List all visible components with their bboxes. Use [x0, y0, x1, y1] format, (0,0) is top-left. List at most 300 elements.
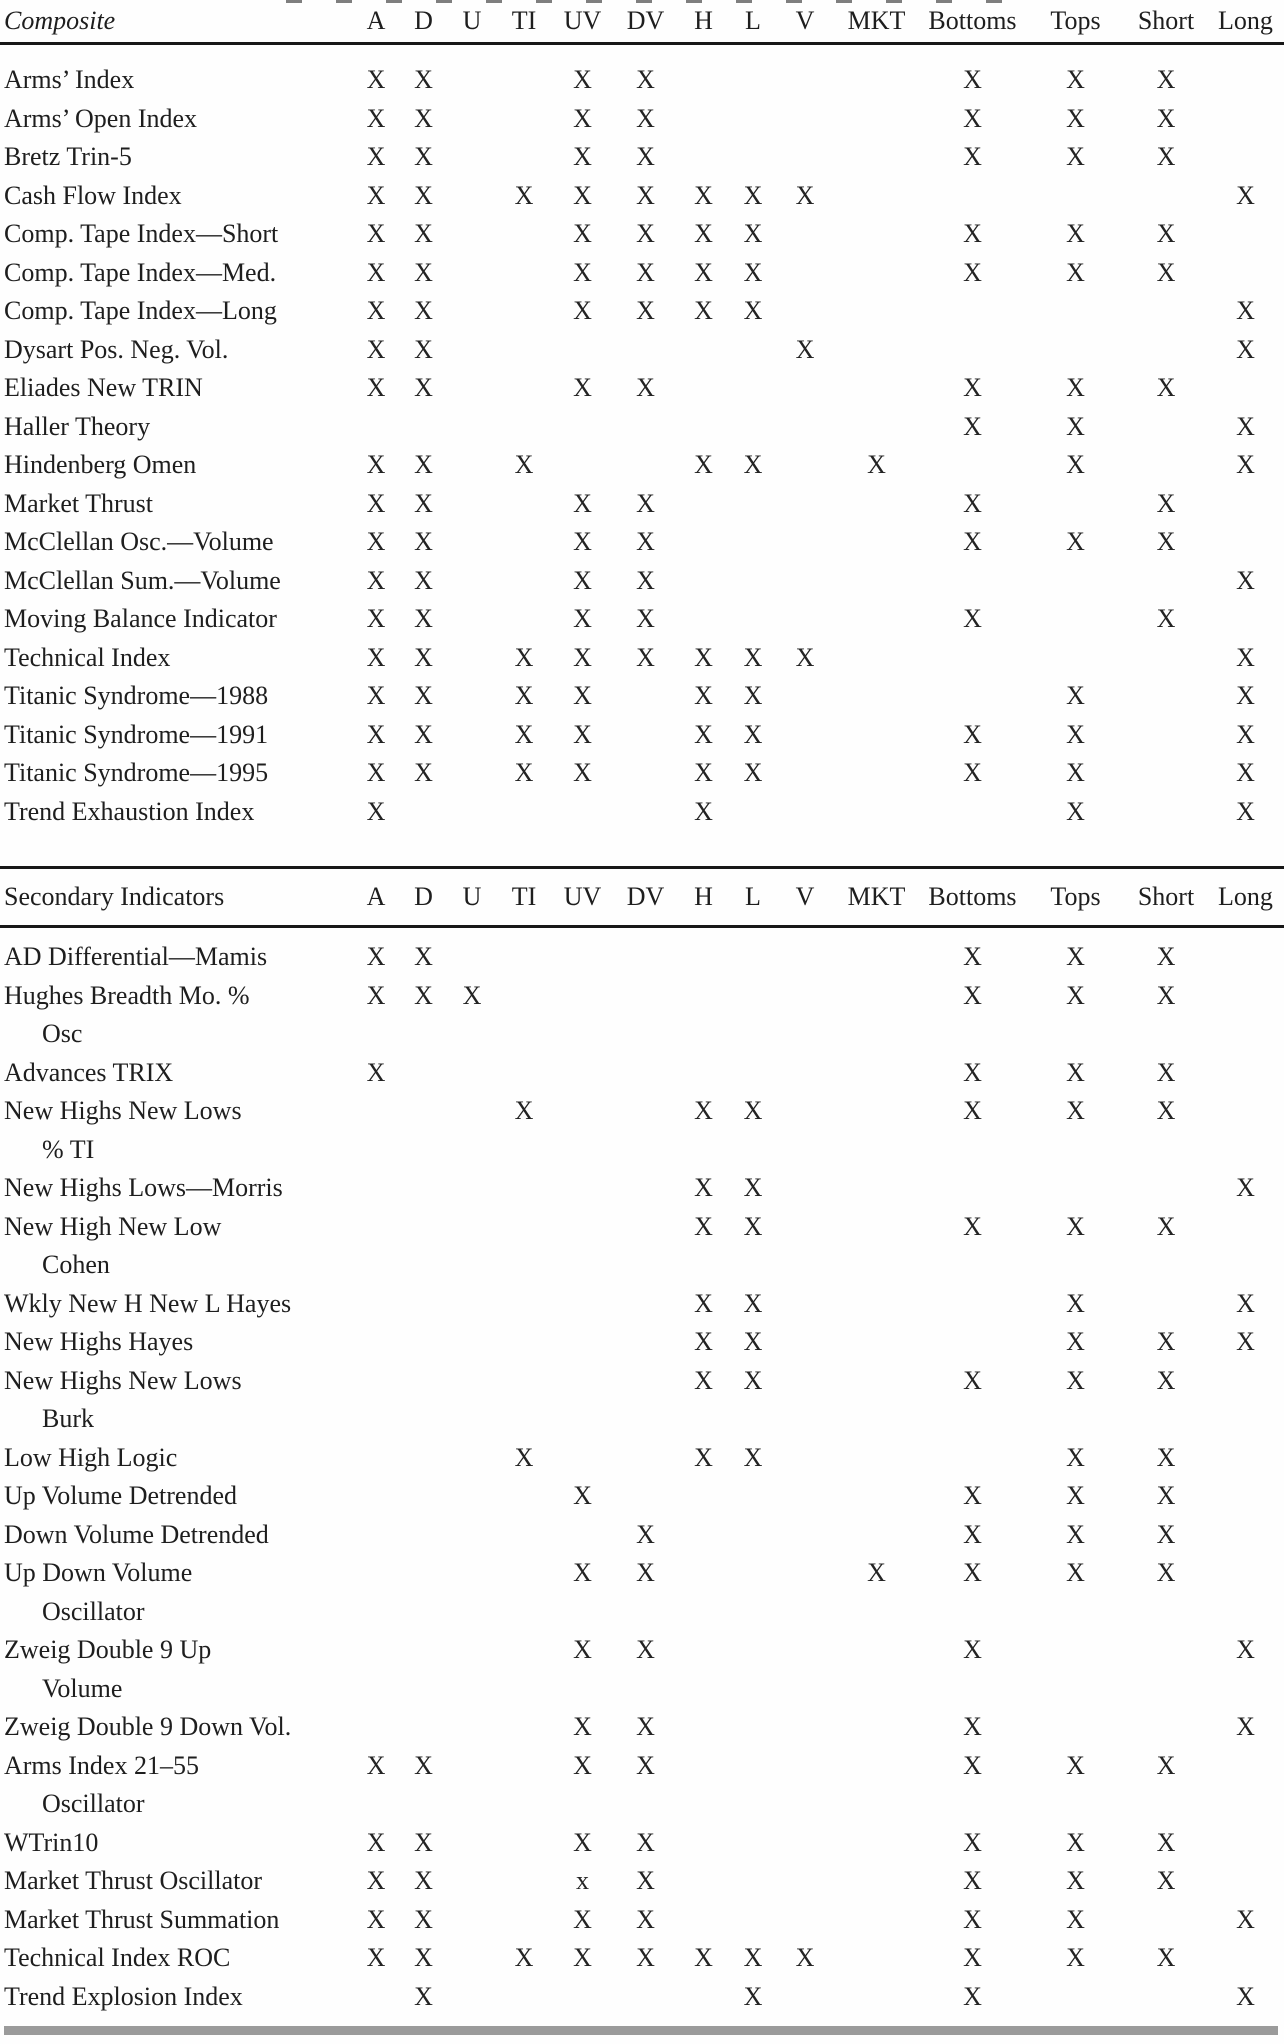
- mark-cell-short: X: [1156, 1558, 1176, 1587]
- mark-cell-mkt: [834, 408, 919, 447]
- mark-cell-dv: [614, 331, 677, 370]
- indicator-name-line1: Market Thrust Summation: [4, 1904, 280, 1934]
- table-row: [0, 1824, 1284, 1863]
- mark-cell-long: X: [1236, 681, 1255, 710]
- mark-cell-short: [1125, 177, 1207, 216]
- mark-cell-bottoms: X: [963, 1635, 982, 1664]
- mark-cell-mkt: [834, 1323, 919, 1362]
- mark-cell-v: [776, 927, 834, 977]
- mark-cell-short: X: [1156, 488, 1176, 518]
- mark-cell-short: X: [1156, 1057, 1176, 1087]
- mark-cell-d: X: [414, 296, 433, 325]
- mark-cell-mkt: [834, 1939, 919, 1978]
- mark-cell-short: [1125, 793, 1207, 832]
- column-header-h: H: [694, 882, 713, 911]
- mark-cell-long: [1207, 44, 1284, 100]
- mark-cell-u: X: [462, 980, 482, 1010]
- mark-cell-dv: X: [636, 373, 655, 402]
- mark-cell-h: [677, 977, 730, 1054]
- mark-cell-ti: [497, 408, 551, 447]
- secondary-indicators-table: [0, 866, 1284, 2016]
- mark-cell-v: [776, 100, 834, 139]
- mark-cell-h: X: [694, 642, 713, 672]
- indicator-name-line1: Wkly New H New L Hayes: [4, 1288, 292, 1318]
- mark-cell-d: X: [414, 103, 433, 133]
- mark-cell-ti: [497, 1208, 551, 1285]
- mark-cell-uv: X: [573, 1481, 592, 1510]
- mark-cell-long: X: [1236, 719, 1255, 749]
- mark-cell-uv: X: [573, 1750, 592, 1780]
- mark-cell-long: [1207, 254, 1284, 293]
- indicator-name: [0, 1554, 352, 1631]
- mark-cell-l: [730, 1631, 776, 1708]
- mark-cell-mkt: [834, 1477, 919, 1516]
- mark-cell-d: X: [414, 373, 433, 402]
- indicator-name-line1: New Highs New Lows: [4, 1365, 242, 1395]
- indicator-name-line1: Cash Flow Index: [4, 180, 182, 210]
- mark-cell-a: X: [366, 980, 386, 1010]
- mark-cell-ti: [497, 1747, 551, 1824]
- mark-cell-long: [1207, 1208, 1284, 1285]
- mark-cell-uv: [551, 1323, 614, 1362]
- mark-cell-short: X: [1156, 103, 1176, 133]
- mark-cell-bottoms: [919, 177, 1026, 216]
- mark-cell-bottoms: [919, 1323, 1026, 1362]
- mark-cell-bottoms: X: [963, 1750, 982, 1780]
- mark-cell-mkt: [834, 754, 919, 793]
- mark-cell-h: X: [694, 681, 713, 710]
- indicator-name-line1: Dysart Pos. Neg. Vol.: [4, 334, 229, 364]
- mark-cell-v: X: [795, 1943, 815, 1972]
- table-row: [0, 1939, 1284, 1978]
- mark-cell-tops: X: [1066, 942, 1085, 971]
- mark-cell-bottoms: X: [963, 103, 982, 133]
- mark-cell-a: X: [366, 1750, 386, 1780]
- mark-cell-short: [1125, 1631, 1207, 1708]
- mark-cell-tops: X: [1066, 257, 1085, 287]
- indicator-name-line2: Oscillator: [42, 1596, 145, 1626]
- mark-cell-h: X: [694, 1173, 713, 1202]
- mark-cell-uv: [551, 446, 614, 485]
- mark-cell-a: [352, 1978, 400, 2017]
- mark-cell-a: [352, 1516, 400, 1555]
- mark-cell-dv: [614, 1323, 677, 1362]
- mark-cell-d: [400, 1285, 447, 1324]
- mark-cell-long: [1207, 1824, 1284, 1863]
- mark-cell-long: [1207, 1362, 1284, 1439]
- mark-cell-u: [447, 1901, 497, 1940]
- mark-cell-uv: [551, 1285, 614, 1324]
- mark-cell-dv: X: [636, 180, 655, 210]
- mark-cell-uv: [551, 408, 614, 447]
- mark-cell-u: [447, 1631, 497, 1708]
- mark-cell-h: [677, 1978, 730, 2017]
- mark-cell-h: X: [694, 719, 713, 749]
- mark-cell-uv: X: [573, 1904, 592, 1934]
- mark-cell-a: [352, 1631, 400, 1708]
- column-header-dv: DV: [626, 6, 665, 35]
- mark-cell-v: [776, 1824, 834, 1863]
- indicator-name: [0, 292, 352, 331]
- table-row: [0, 1285, 1284, 1324]
- mark-cell-long: [1207, 138, 1284, 177]
- indicator-name-line1: Comp. Tape Index—Long: [4, 296, 277, 325]
- mark-cell-bottoms: X: [963, 1519, 982, 1549]
- mark-cell-bottoms: [919, 292, 1026, 331]
- indicator-name-line1: Trend Exhaustion Index: [4, 796, 255, 826]
- mark-cell-ti: [497, 793, 551, 832]
- mark-cell-tops: [1026, 331, 1125, 370]
- mark-cell-uv: [551, 1208, 614, 1285]
- mark-cell-ti: [497, 1824, 551, 1863]
- mark-cell-d: X: [414, 565, 433, 595]
- mark-cell-v: [776, 1439, 834, 1478]
- column-header-short: Short: [1137, 882, 1195, 911]
- mark-cell-mkt: [834, 793, 919, 832]
- mark-cell-u: [447, 793, 497, 832]
- mark-cell-h: [677, 1901, 730, 1940]
- mark-cell-ti: X: [514, 642, 534, 672]
- mark-cell-a: [352, 408, 400, 447]
- mark-cell-l: [730, 1862, 776, 1901]
- indicator-name-line2: Cohen: [42, 1250, 110, 1279]
- mark-cell-d: X: [414, 681, 433, 710]
- mark-cell-short: [1125, 1901, 1207, 1940]
- mark-cell-u: [447, 138, 497, 177]
- mark-cell-mkt: X: [867, 450, 886, 479]
- mark-cell-mkt: [834, 1747, 919, 1824]
- mark-cell-ti: X: [514, 180, 534, 210]
- indicator-name: [0, 1323, 352, 1362]
- mark-cell-long: [1207, 215, 1284, 254]
- column-header-d: D: [414, 882, 433, 911]
- mark-cell-mkt: [834, 677, 919, 716]
- mark-cell-mkt: [834, 1516, 919, 1555]
- mark-cell-short: [1125, 446, 1207, 485]
- mark-cell-l: [730, 44, 776, 100]
- mark-cell-d: X: [414, 758, 433, 787]
- mark-cell-tops: X: [1066, 1519, 1085, 1549]
- mark-cell-uv: X: [573, 373, 592, 402]
- mark-cell-v: X: [795, 334, 815, 364]
- mark-cell-a: X: [366, 1866, 386, 1895]
- mark-cell-l: [730, 927, 776, 977]
- mark-cell-v: [776, 1631, 834, 1708]
- indicator-name-line2: % TI: [42, 1134, 95, 1164]
- table-row: [0, 600, 1284, 639]
- mark-cell-u: [447, 44, 497, 100]
- mark-cell-short: [1125, 639, 1207, 678]
- mark-cell-long: [1207, 1862, 1284, 1901]
- mark-cell-ti: [497, 1862, 551, 1901]
- mark-cell-mkt: [834, 1054, 919, 1093]
- mark-cell-tops: X: [1066, 1750, 1085, 1780]
- mark-cell-l: [730, 1747, 776, 1824]
- mark-cell-dv: X: [636, 488, 655, 518]
- mark-cell-dv: X: [636, 296, 655, 325]
- table-row: [0, 215, 1284, 254]
- indicator-name: [0, 639, 352, 678]
- mark-cell-v: X: [795, 180, 815, 210]
- mark-cell-d: X: [414, 219, 433, 248]
- mark-cell-uv: X: [573, 527, 592, 556]
- mark-cell-d: [400, 1439, 447, 1478]
- mark-cell-short: [1125, 716, 1207, 755]
- mark-cell-v: [776, 1901, 834, 1940]
- mark-cell-h: [677, 369, 730, 408]
- mark-cell-dv: [614, 1978, 677, 2017]
- mark-cell-bottoms: [919, 331, 1026, 370]
- mark-cell-uv: [551, 793, 614, 832]
- table-row: [0, 1516, 1284, 1555]
- mark-cell-h: [677, 1554, 730, 1631]
- mark-cell-bottoms: [919, 639, 1026, 678]
- mark-cell-u: [447, 485, 497, 524]
- mark-cell-d: [400, 793, 447, 832]
- mark-cell-short: X: [1156, 1943, 1176, 1972]
- mark-cell-long: X: [1236, 296, 1255, 325]
- mark-cell-h: X: [694, 1288, 713, 1318]
- mark-cell-l: [730, 100, 776, 139]
- mark-cell-d: [400, 1054, 447, 1093]
- mark-cell-ti: [497, 485, 551, 524]
- mark-cell-l: [730, 1824, 776, 1863]
- mark-cell-mkt: [834, 1978, 919, 2017]
- mark-cell-ti: [497, 1323, 551, 1362]
- indicator-name-line1: WTrin10: [4, 1827, 99, 1857]
- mark-cell-mkt: X: [867, 1558, 886, 1587]
- mark-cell-a: X: [366, 681, 386, 710]
- indicator-name-line1: New Highs New Lows: [4, 1096, 242, 1125]
- mark-cell-long: X: [1236, 450, 1255, 479]
- mark-cell-u: [447, 1054, 497, 1093]
- indicator-name-line1: Zweig Double 9 Up: [4, 1635, 212, 1664]
- mark-cell-u: [447, 446, 497, 485]
- mark-cell-h: [677, 1862, 730, 1901]
- mark-cell-long: X: [1236, 1712, 1255, 1741]
- mark-cell-u: [447, 1169, 497, 1208]
- mark-cell-h: X: [694, 1365, 713, 1395]
- mark-cell-uv: X: [573, 1943, 592, 1972]
- mark-cell-tops: X: [1066, 1288, 1085, 1318]
- mark-cell-uv: X: [573, 180, 592, 210]
- mark-cell-h: [677, 562, 730, 601]
- mark-cell-dv: [614, 1477, 677, 1516]
- mark-cell-long: [1207, 1092, 1284, 1169]
- mark-cell-short: X: [1156, 219, 1176, 248]
- mark-cell-tops: X: [1066, 527, 1085, 556]
- mark-cell-d: X: [414, 1943, 433, 1972]
- mark-cell-u: [447, 254, 497, 293]
- column-header-l: L: [745, 6, 761, 35]
- mark-cell-uv: X: [573, 565, 592, 595]
- mark-cell-tops: X: [1066, 719, 1085, 749]
- mark-cell-u: [447, 1285, 497, 1324]
- mark-cell-short: [1125, 292, 1207, 331]
- indicator-name: [0, 793, 352, 832]
- mark-cell-short: X: [1156, 604, 1176, 633]
- mark-cell-l: X: [743, 1288, 763, 1318]
- indicator-name-line2: Volume: [42, 1673, 123, 1703]
- mark-cell-h: X: [694, 219, 713, 248]
- column-header-mkt: MKT: [847, 882, 906, 911]
- indicator-name-line1: Titanic Syndrome—1995: [4, 758, 269, 787]
- mark-cell-uv: [551, 1439, 614, 1478]
- mark-cell-dv: X: [636, 142, 655, 171]
- mark-cell-long: [1207, 1516, 1284, 1555]
- mark-cell-v: [776, 793, 834, 832]
- mark-cell-h: [677, 1747, 730, 1824]
- table-row: [0, 1554, 1284, 1631]
- mark-cell-ti: [497, 1169, 551, 1208]
- mark-cell-ti: [497, 254, 551, 293]
- mark-cell-h: X: [694, 758, 713, 787]
- mark-cell-tops: X: [1066, 142, 1085, 171]
- mark-cell-dv: [614, 977, 677, 1054]
- indicator-name: [0, 1747, 352, 1824]
- mark-cell-short: X: [1156, 1750, 1176, 1780]
- indicator-name: [0, 44, 352, 100]
- mark-cell-mkt: [834, 1208, 919, 1285]
- mark-cell-u: [447, 1208, 497, 1285]
- mark-cell-v: [776, 1054, 834, 1093]
- mark-cell-a: [352, 1092, 400, 1169]
- mark-cell-a: X: [366, 450, 386, 479]
- mark-cell-a: [352, 1169, 400, 1208]
- mark-cell-l: [730, 1554, 776, 1631]
- mark-cell-tops: X: [1066, 219, 1085, 248]
- indicator-name-line1: Hindenberg Omen: [4, 450, 197, 479]
- column-header-a: A: [366, 882, 386, 911]
- table-row: [0, 716, 1284, 755]
- mark-cell-mkt: [834, 485, 919, 524]
- mark-cell-tops: X: [1066, 980, 1085, 1010]
- mark-cell-mkt: [834, 254, 919, 293]
- indicator-name-line1: Up Volume Detrended: [4, 1481, 237, 1510]
- table-row: [0, 677, 1284, 716]
- mark-cell-d: X: [414, 604, 433, 633]
- mark-cell-short: [1125, 1978, 1207, 2017]
- indicator-name: [0, 446, 352, 485]
- mark-cell-d: [400, 1208, 447, 1285]
- mark-cell-ti: [497, 1554, 551, 1631]
- mark-cell-l: [730, 485, 776, 524]
- mark-cell-bottoms: X: [963, 373, 982, 402]
- mark-cell-tops: [1026, 177, 1125, 216]
- indicator-name: [0, 215, 352, 254]
- mark-cell-ti: [497, 1362, 551, 1439]
- mark-cell-l: [730, 1516, 776, 1555]
- mark-cell-dv: [614, 408, 677, 447]
- table-row: [0, 254, 1284, 293]
- mark-cell-mkt: [834, 1631, 919, 1708]
- mark-cell-uv: [551, 1169, 614, 1208]
- table-row: [0, 177, 1284, 216]
- mark-cell-mkt: [834, 977, 919, 1054]
- mark-cell-tops: X: [1066, 411, 1085, 441]
- mark-cell-long: [1207, 1439, 1284, 1478]
- mark-cell-h: [677, 44, 730, 100]
- section-title-secondary: Secondary Indicators: [4, 882, 225, 911]
- mark-cell-dv: X: [636, 565, 655, 595]
- mark-cell-a: X: [366, 257, 386, 287]
- mark-cell-a: X: [366, 527, 386, 556]
- mark-cell-l: X: [743, 296, 763, 325]
- mark-cell-a: X: [366, 565, 386, 595]
- mark-cell-u: [447, 1978, 497, 2017]
- mark-cell-long: [1207, 977, 1284, 1054]
- mark-cell-mkt: [834, 177, 919, 216]
- mark-cell-long: [1207, 523, 1284, 562]
- mark-cell-tops: X: [1066, 1096, 1085, 1125]
- mark-cell-v: [776, 369, 834, 408]
- mark-cell-bottoms: [919, 677, 1026, 716]
- mark-cell-bottoms: X: [963, 1981, 982, 2011]
- mark-cell-l: X: [743, 1442, 763, 1472]
- mark-cell-long: [1207, 1939, 1284, 1978]
- indicator-name-line1: Titanic Syndrome—1988: [4, 681, 269, 710]
- mark-cell-short: X: [1156, 1519, 1176, 1549]
- mark-cell-long: X: [1236, 1288, 1255, 1318]
- mark-cell-u: [447, 292, 497, 331]
- mark-cell-tops: X: [1066, 1827, 1085, 1857]
- indicator-name-line1: Market Thrust: [4, 488, 153, 518]
- mark-cell-ti: [497, 977, 551, 1054]
- mark-cell-ti: [497, 369, 551, 408]
- indicator-name: [0, 677, 352, 716]
- mark-cell-u: [447, 1323, 497, 1362]
- mark-cell-short: X: [1156, 527, 1176, 556]
- table-row: [0, 331, 1284, 370]
- mark-cell-d: X: [414, 1904, 433, 1934]
- mark-cell-uv: x: [576, 1866, 589, 1895]
- mark-cell-dv: X: [636, 257, 655, 287]
- mark-cell-d: X: [414, 65, 433, 94]
- mark-cell-h: [677, 1477, 730, 1516]
- mark-cell-ti: [497, 1901, 551, 1940]
- mark-cell-d: [400, 1362, 447, 1439]
- column-header-mkt: MKT: [847, 6, 906, 35]
- mark-cell-tops: [1026, 1631, 1125, 1708]
- table-row: [0, 927, 1284, 977]
- mark-cell-l: X: [743, 180, 763, 210]
- column-header-uv: UV: [563, 882, 602, 911]
- indicator-name-line1: Trend Explosion Index: [4, 1981, 243, 2011]
- mark-cell-d: X: [414, 180, 433, 210]
- column-header-uv: UV: [563, 6, 602, 35]
- mark-cell-ti: [497, 215, 551, 254]
- table-row: [0, 639, 1284, 678]
- mark-cell-l: X: [743, 450, 763, 479]
- section-title-composite: Composite: [4, 6, 116, 35]
- mark-cell-h: [677, 100, 730, 139]
- mark-cell-dv: [614, 1285, 677, 1324]
- mark-cell-d: [400, 1092, 447, 1169]
- mark-cell-bottoms: X: [963, 65, 982, 94]
- mark-cell-ti: [497, 600, 551, 639]
- table-row: [0, 292, 1284, 331]
- mark-cell-a: X: [366, 1827, 386, 1857]
- mark-cell-dv: X: [636, 604, 655, 633]
- indicator-name: [0, 1439, 352, 1478]
- mark-cell-d: X: [414, 1750, 433, 1780]
- mark-cell-l: X: [743, 1211, 763, 1241]
- indicator-name: [0, 485, 352, 524]
- indicator-name: [0, 562, 352, 601]
- table-row: [0, 523, 1284, 562]
- column-header-short: Short: [1137, 6, 1195, 35]
- indicator-name-line1: Comp. Tape Index—Med.: [4, 257, 277, 287]
